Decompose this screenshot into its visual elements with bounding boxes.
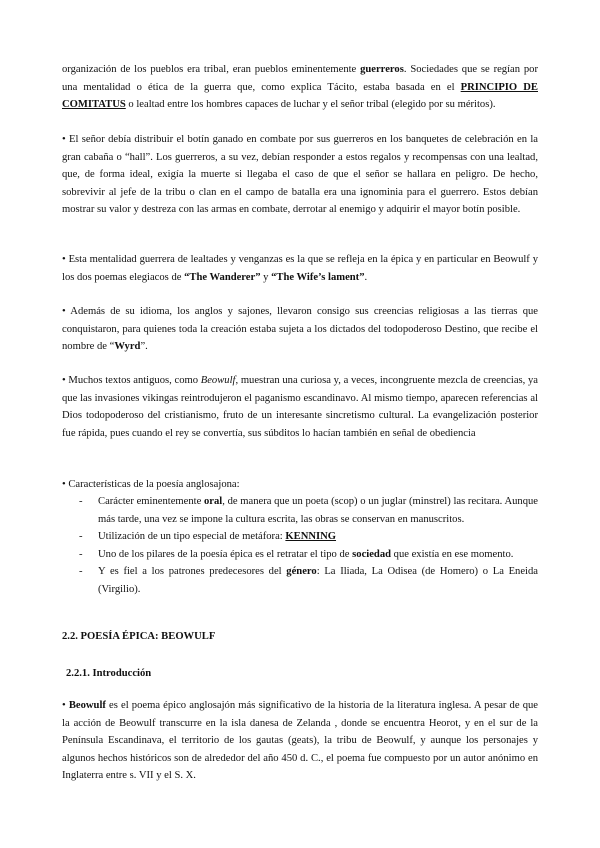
paragraph-beowulf-intro — [62, 697, 538, 785]
text-span: . — [364, 271, 368, 283]
paragraph-mentalidad-guerrera — [62, 251, 538, 286]
text-span: es el poema épico anglosajón más significativo de la historia de la literatura inglesa. A pesar de que la acción de Beowulf transcurre en la isla danesa de Zelanda , donde se encuentra Heorot, y en el sur de la Península Escandinava, el territorio de los gautas (geats), la tribu de Beowulf, y aunque los personajes y algunos hechos históricos son de alrededor del año 450 d. C., el poema fue compuesto por un autor anónimo en Inglaterra entre s. VII y el S. X. — [62, 700, 538, 782]
paragraph-senor-botin — [62, 131, 538, 219]
text-span: • Esta mentalidad guerrera de lealtades y venganzas es la que se refleja en la épica y en particular en Beowulf y los dos poemas elegiacos de — [62, 254, 538, 283]
list-item — [62, 528, 538, 546]
paragraph-comitatus — [62, 61, 538, 114]
text-span: Uno de los pilares de la poesía épica es el retratar el tipo de — [98, 548, 353, 560]
paragraph-wyrd — [62, 303, 538, 356]
text-span: : La Iliada, La Odisea (de Homero) o La Eneida (Virgilio). — [98, 566, 538, 595]
bold-the-wanderer: “The Wanderer” — [184, 271, 261, 283]
section-heading: 2.2. POESÍA ÉPICA: BEOWULF — [62, 631, 216, 642]
bold-wyrd: Wyrd — [114, 341, 141, 353]
paragraph-textos-antiguos — [62, 372, 538, 442]
list-dash: - — [79, 548, 83, 560]
text-span: organización de los pueblos era tribal, eran pueblos eminentemente — [62, 64, 361, 75]
text-span: • Además de su idioma, los anglos y sajones, llevaron consigo sus creencias religiosas a las tierras que conquistaron, para quienes toda la creación estaba sujeta a los dictados del todopoderoso Destino, que recibe el nombre de “ — [62, 306, 538, 353]
list-item — [62, 563, 538, 598]
text-span: Utilización de un tipo especial de metáfora: — [98, 531, 286, 543]
bold-oral: oral — [204, 496, 223, 507]
subsection-heading: 2.2.1. Introducción — [66, 668, 152, 679]
bold-the-wifes-lament: “The Wife’s lament” — [271, 271, 365, 283]
text-span: • — [62, 700, 69, 711]
bold-genero: género — [286, 566, 317, 578]
text-span: , muestran una curiosa y, a veces, incongruente mezcla de creencias, ya que las invasiones vikingas reintrodujeron el paganismo escandinavo. Al mismo tiempo, aparecen referencias al Dios todopoderoso del cristianismo, fruto de un interesante sincretismo cultural. La evangelización posterior fue rápida, pues cuando el rey se convertía, sus súbditos lo hacían también en señal de obediencia — [62, 375, 538, 439]
bold-guerreros: guerreros — [360, 64, 404, 75]
text-span: y — [260, 271, 272, 283]
text-span: • El señor debía distribuir el botín ganado en combate por sus guerreros en los banquetes de celebración en la gran cabaña o “hall”. Los guerreros, a su vez, debían responder a estos regalos y recompensas con una lealtad, que, de forma ideal, exigía la muerte si llegaba el caso de que el señor se hallara en peligro. De hecho, sobrevivir al jefe de la tribu o clan en el campo de batalla era una ignominia para el guerrero. Estos debían mostrar su valor y destreza con las armas en combate, derrotar al enemigo y adquirir el mayor botín posible. — [62, 134, 538, 216]
text-span: o lealtad entre los hombres capaces de luchar y el señor tribal (elegido por su méritos). — [125, 99, 496, 111]
underlined-principio-comitatus: PRINCIPIO DE COMITATUS — [62, 81, 538, 111]
text-span: Y es fiel a los patrones predecesores del — [98, 566, 287, 578]
text-span: , de manera que un poeta (scop) o un juglar (minstrel) las recitara. Aunque más tarde, una vez se impone la cultura escrita, las obras se conservan en manuscritos. — [98, 496, 538, 525]
list-intro: • Características de la poesía anglosajona: — [62, 479, 240, 490]
text-span: Carácter eminentemente — [98, 496, 204, 507]
list-dash: - — [79, 531, 83, 543]
list-dash: - — [79, 496, 83, 507]
list-item — [62, 493, 538, 528]
characteristics-list — [62, 493, 538, 599]
text-span: • Muchos textos antiguos, como — [62, 375, 201, 386]
text-span: que existía en ese momento. — [391, 548, 514, 560]
text-span: . Sociedades que se regían por una mentalidad o ética de la guerra que, como explica Tácito, estaba basada en el — [62, 64, 538, 93]
bold-sociedad: sociedad — [352, 548, 392, 560]
italic-beowulf: Beowulf — [200, 375, 236, 386]
underlined-kenning: KENNING — [285, 531, 337, 543]
text-span: ”. — [140, 341, 148, 353]
bold-beowulf: Beowulf — [68, 700, 106, 711]
list-dash: - — [79, 566, 83, 578]
list-item — [62, 546, 538, 564]
